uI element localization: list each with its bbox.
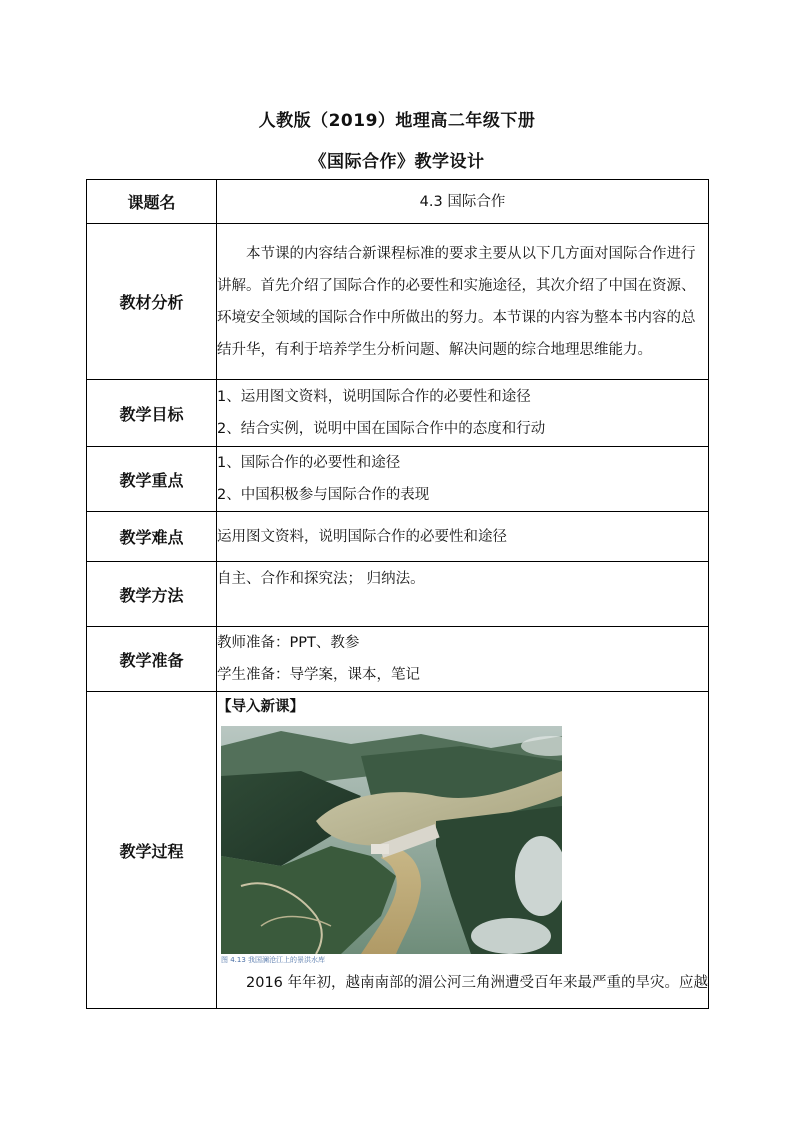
value-preparation bbox=[217, 627, 709, 692]
label-keypoints: 教学重点 bbox=[87, 447, 217, 512]
section-heading: 【导入新课】 bbox=[217, 699, 304, 715]
value-method: 自主、合作和探究法； 归纳法。 bbox=[217, 562, 709, 627]
process-text: 2016 年年初，越南南部的湄公河三角洲遭受百年来最严重的旱灾。应越 bbox=[246, 975, 709, 991]
value-topic: 4.3 国际合作 bbox=[217, 180, 709, 224]
keypoint-item: 2、中国积极参与国际合作的表现 bbox=[217, 487, 430, 503]
keypoint-item: 1、国际合作的必要性和途径 bbox=[217, 455, 401, 471]
reservoir-photo-image bbox=[221, 726, 562, 954]
row-process bbox=[87, 692, 709, 1009]
row-method bbox=[87, 562, 709, 627]
row-material bbox=[87, 224, 709, 380]
value-difficulty: 运用图文资料，说明国际合作的必要性和途径 bbox=[217, 512, 709, 562]
document-title: 人教版（2019）地理高二年级下册 bbox=[258, 111, 536, 131]
label-topic: 课题名 bbox=[87, 180, 217, 224]
photo-caption: 图 4.13 我国澜沧江上的景洪水库 bbox=[221, 956, 326, 964]
row-keypoints bbox=[87, 447, 709, 512]
label-difficulty: 教学难点 bbox=[87, 512, 217, 562]
label-material: 教材分析 bbox=[87, 224, 217, 380]
document-subtitle: 《国际合作》教学设计 bbox=[309, 152, 485, 172]
label-goals: 教学目标 bbox=[87, 380, 217, 447]
preparation-item: 学生准备：导学案，课本，笔记 bbox=[217, 667, 420, 683]
preparation-item: 教师准备：PPT、教参 bbox=[217, 635, 360, 651]
value-process bbox=[217, 692, 709, 1009]
material-analysis-text: 本节课的内容结合新课程标准的要求主要从以下几方面对国际合作进行讲解。首先介绍了国际合作的必要性和实施途径，其次介绍了中国在资源、环境安全领域的国际合作中所做出的努力。本节课的内容为整本书内容的总结升华，有利于培养学生分析问题、解决问题的综合地理思维能力。 bbox=[217, 245, 696, 358]
row-difficulty bbox=[87, 512, 709, 562]
label-process: 教学过程 bbox=[87, 692, 217, 1009]
value-keypoints bbox=[217, 447, 709, 512]
label-preparation: 教学准备 bbox=[87, 627, 217, 692]
row-topic bbox=[87, 180, 709, 224]
goal-item: 2、结合实例，说明中国在国际合作中的态度和行动 bbox=[217, 421, 546, 437]
row-preparation bbox=[87, 627, 709, 692]
goal-item: 1、运用图文资料，说明国际合作的必要性和途径 bbox=[217, 389, 531, 405]
value-goals bbox=[217, 380, 709, 447]
reservoir-photo bbox=[221, 726, 562, 954]
label-method: 教学方法 bbox=[87, 562, 217, 627]
lesson-plan-table bbox=[86, 179, 709, 1009]
row-goals bbox=[87, 380, 709, 447]
value-material bbox=[217, 224, 709, 380]
